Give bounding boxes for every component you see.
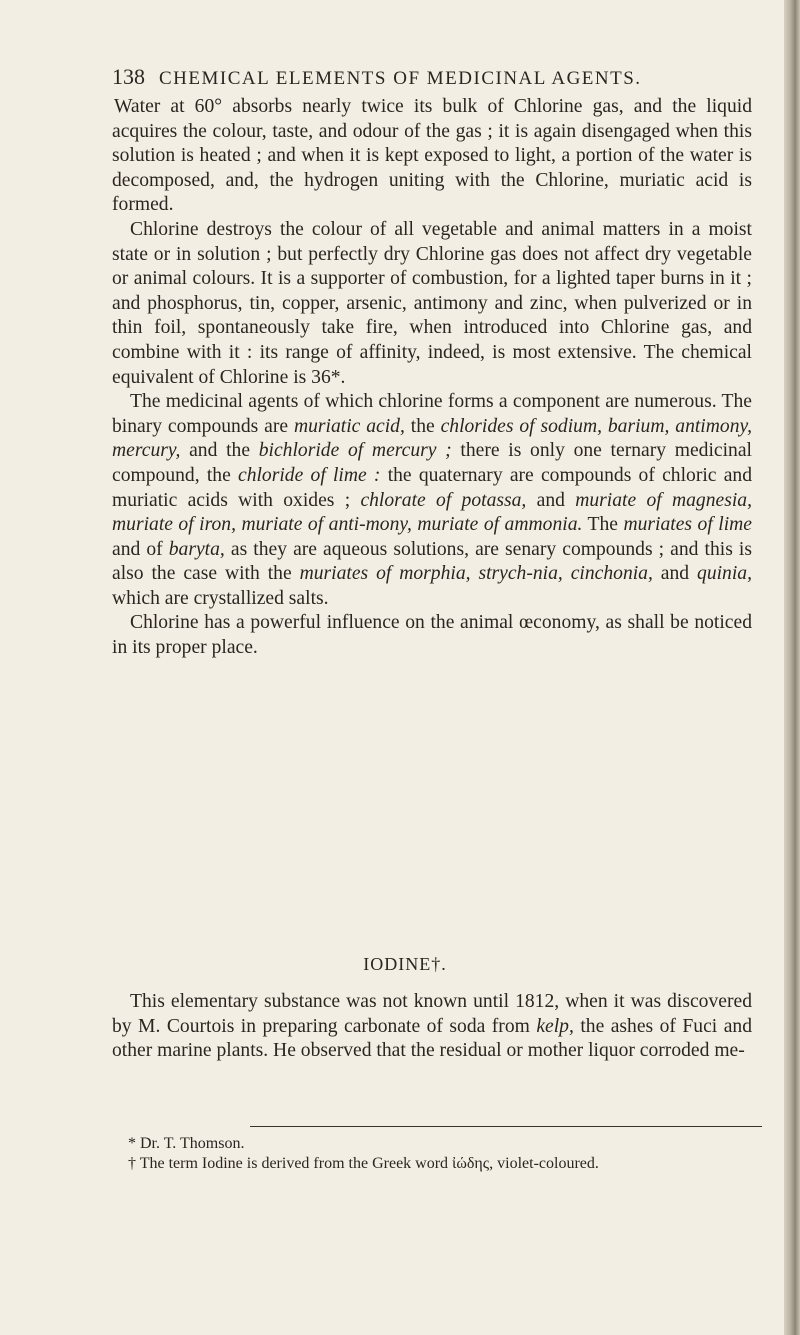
iodine-section [112,990,752,1064]
chlorine-section [112,95,752,661]
paragraph-chlorine-properties: Chlorine destroys the colour of all vegetable and animal matters in a moist state or in solution ; but perfectly dry Chlorine gas does not affect dry vegetable or animal colours. It is a supporter of combustion, for a lighted taper burns in it ; and phosphorus, tin, copper, arsenic, antimony and zinc, when pulverized or in thin foil, spontaneously take fire, when introduced into Chlorine gas, and combine with it : its range of affinity, indeed, is most extensive. The chemical equivalent of Chlorine is 36*. [112,218,752,388]
paragraph-medicinal-compounds: The medicinal agents of which chlorine forms a component are numerous. The binary compounds are muriatic acid, the chlorides of sodium, barium, antimony, mercury, and the bichloride of mercury ; there is only one ternary medicinal compound, the chloride of lime : the quaternary are compounds of chloric and muriatic acids with oxides ; chlorate of potassa, and muriate of magnesia, muriate of iron, muriate of anti-mony, muriate of ammonia. The muriates of lime and of baryta, as they are aqueous solutions, are senary compounds ; and this is also the case with the muriates of morphia, strych-nia, cinchonia, and quinia, which are crystallized salts. [112,391,753,609]
paragraph-animal-oeconomy: Chlorine has a powerful influence on the animal œconomy, as shall be noticed in its proper place. [112,612,752,659]
footnote-divider [250,1126,762,1127]
paragraph-water-absorption: Water at 60° absorbs nearly twice its bulk of Chlorine gas, and the liquid acquires the colour, taste, and odour of the gas ; it is again disengaged when this solution is heated ; and when it is kept exposed to light, a portion of the water is decomposed, and, the hydrogen uniting with the Chlorine, muriatic acid is formed. [112,96,752,216]
footnotes [128,1134,768,1174]
paragraph-iodine-discovery: This elementary substance was not known until 1812, when it was discovered by M. Courtois in preparing carbonate of soda from kelp, the ashes of Fuci and other marine plants. He observed that the residual or mother liquor corroded me- [112,991,752,1062]
page-number: 138 [112,64,145,89]
footnote-thomson: * Dr. T. Thomson. [128,1135,245,1152]
running-title: CHEMICAL ELEMENTS OF MEDICINAL AGENTS. [159,68,642,89]
section-title-iodine: IODINE†. [363,954,447,974]
page-edge-shadow [784,0,800,1335]
footnote-iodine-etymology: † The term Iodine is derived from the Greek word ἰώδης, violet-coloured. [128,1155,599,1172]
running-header [112,64,732,90]
